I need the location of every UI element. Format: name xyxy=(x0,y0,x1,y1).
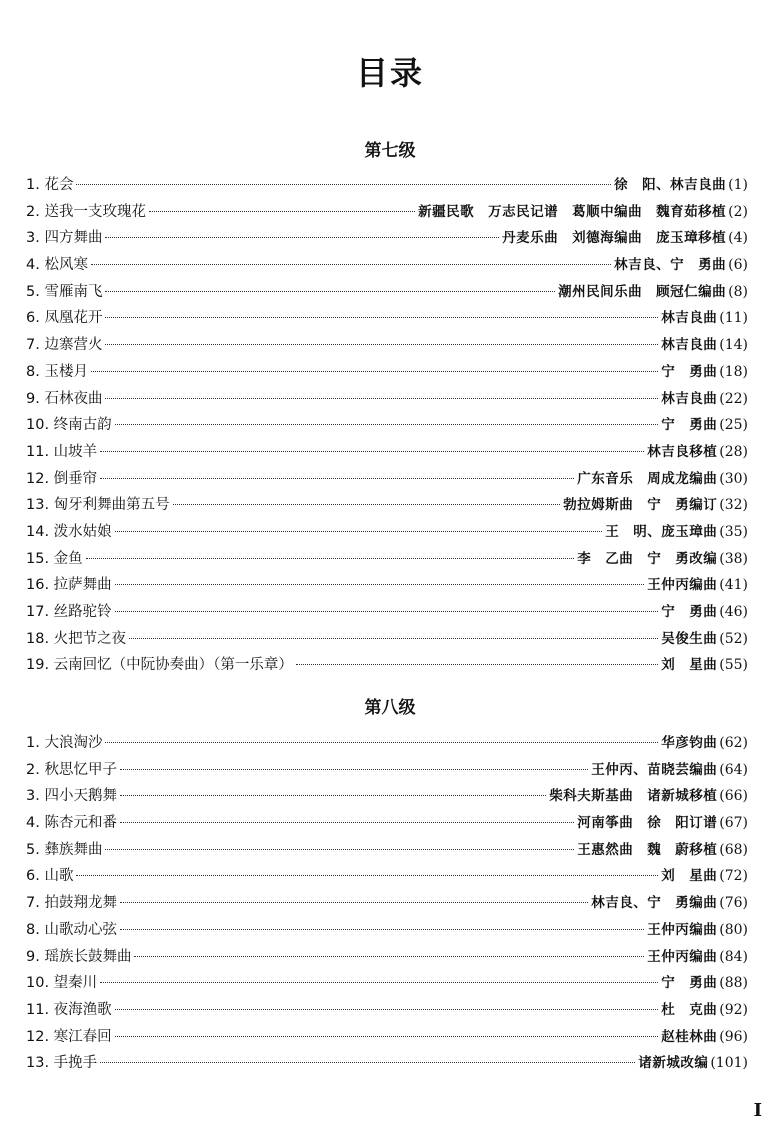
page-number: I xyxy=(753,1100,762,1121)
toc-entry-title: 16. 拉萨舞曲 xyxy=(26,577,112,594)
dot-leader xyxy=(129,638,658,639)
toc-entry-credit: 广东音乐 周成龙编曲 xyxy=(577,470,718,487)
dot-leader xyxy=(86,558,575,559)
toc-entry xyxy=(26,783,748,810)
toc-entry-page: (52) xyxy=(719,630,748,647)
toc-entry xyxy=(26,1024,748,1051)
toc-entry-page: (76) xyxy=(719,895,748,912)
dot-leader xyxy=(105,849,574,850)
toc-entry-title: 5. 彝族舞曲 xyxy=(26,841,103,858)
toc-entry-title: 12. 倒垂帘 xyxy=(26,470,98,487)
toc-entry-page: (62) xyxy=(719,735,748,751)
toc-entry-page: (67) xyxy=(719,815,748,832)
dot-leader xyxy=(76,184,611,185)
toc-entry xyxy=(26,599,748,626)
dot-leader xyxy=(134,956,644,957)
toc-entry xyxy=(26,519,748,546)
toc-entry xyxy=(26,863,748,890)
toc-entry-title: 11. 山坡羊 xyxy=(26,443,98,460)
toc-entry-page: (22) xyxy=(719,390,748,407)
toc-entry-page: (18) xyxy=(719,363,748,380)
toc-entry-title: 12. 寒江春回 xyxy=(26,1028,112,1045)
toc-entry-credit: 华彦钧曲 xyxy=(661,735,718,751)
toc-entry-title: 8. 玉楼月 xyxy=(26,363,88,380)
dot-leader xyxy=(115,611,659,612)
toc-entry-page: (8) xyxy=(728,283,748,300)
toc-entry-page: (101) xyxy=(710,1055,748,1072)
toc-entry-page: (28) xyxy=(719,443,748,460)
toc-entry-credit: 丹麦乐曲 刘德海编曲 庞玉璋移植 xyxy=(502,230,727,247)
toc-entry-title: 4. 陈杏元和番 xyxy=(26,815,117,832)
toc-entry-credit: 勃拉姆斯曲 宁 勇编订 xyxy=(563,497,718,514)
toc-entry-title: 15. 金鱼 xyxy=(26,550,83,567)
toc-entry-page: (84) xyxy=(719,948,748,965)
toc-entry-credit: 赵桂林曲 xyxy=(661,1028,718,1045)
dot-leader xyxy=(91,371,658,372)
toc-entry-title: 7. 拍鼓翔龙舞 xyxy=(26,895,117,912)
toc-entry-title: 9. 石林夜曲 xyxy=(26,390,103,407)
toc-entry-credit: 林吉良曲 xyxy=(661,310,718,327)
dot-leader xyxy=(100,478,574,479)
dot-leader xyxy=(100,982,658,983)
toc-entry-page: (41) xyxy=(719,577,748,594)
dot-leader xyxy=(100,451,644,452)
toc-entry-title: 6. 凤凰花开 xyxy=(26,310,103,327)
toc-entry xyxy=(26,199,748,226)
toc-entry xyxy=(26,997,748,1024)
toc-entry xyxy=(26,944,748,971)
toc-entry-page: (35) xyxy=(719,523,748,540)
toc-entry-page: (32) xyxy=(719,497,748,514)
toc-entry-credit: 宁 勇曲 xyxy=(661,604,718,620)
dot-leader xyxy=(91,264,611,265)
toc-entry xyxy=(26,386,748,413)
toc-entry-page: (30) xyxy=(719,470,748,487)
toc-entry-page: (25) xyxy=(719,417,748,434)
dot-leader xyxy=(296,664,658,665)
dot-leader xyxy=(105,291,555,292)
section-heading-level-7: 第七级 xyxy=(364,141,416,161)
dot-leader xyxy=(115,1036,659,1037)
dot-leader xyxy=(120,929,644,930)
dot-leader xyxy=(105,344,658,345)
dot-leader xyxy=(115,1009,659,1010)
toc-entry-credit: 李 乙曲 宁 勇改编 xyxy=(577,550,718,567)
toc-entry-credit: 王仲丙编曲 xyxy=(647,948,718,965)
dot-leader xyxy=(115,531,603,532)
dot-leader xyxy=(115,584,645,585)
toc-entry-credit: 诸新城改编 xyxy=(638,1055,709,1072)
toc-entry-page: (38) xyxy=(719,550,748,567)
toc-entry xyxy=(26,225,748,252)
dot-leader xyxy=(115,424,659,425)
toc-list-level-8 xyxy=(26,730,748,1077)
toc-list-level-7 xyxy=(26,172,748,679)
toc-entry-credit: 王 明、庞玉璋曲 xyxy=(605,523,718,540)
toc-entry-credit: 吴俊生曲 xyxy=(661,630,718,647)
toc-entry-page: (6) xyxy=(728,257,748,274)
toc-entry-title: 3. 四小天鹅舞 xyxy=(26,788,117,805)
toc-entry-credit: 王仲丙、苗晓芸编曲 xyxy=(591,761,718,778)
toc-entry-credit: 林吉良、宁 勇编曲 xyxy=(591,895,718,912)
toc-entry-title: 11. 夜海渔歌 xyxy=(26,1001,112,1018)
toc-entry-title: 17. 丝路驼铃 xyxy=(26,604,112,620)
toc-entry-page: (64) xyxy=(719,761,748,778)
toc-entry xyxy=(26,917,748,944)
toc-entry-title: 6. 山歌 xyxy=(26,868,74,885)
toc-entry-page: (55) xyxy=(719,657,748,674)
toc-entry-credit: 新疆民歌 万志民记谱 葛顺中编曲 魏育茹移植 xyxy=(418,203,727,220)
toc-entry xyxy=(26,890,748,917)
toc-entry-title: 4. 松风寒 xyxy=(26,257,88,274)
dot-leader xyxy=(120,902,588,903)
toc-entry-title: 8. 山歌动心弦 xyxy=(26,921,117,938)
toc-entry-title: 2. 送我一支玫瑰花 xyxy=(26,203,146,220)
toc-entry-title: 13. 匈牙利舞曲第五号 xyxy=(26,497,170,514)
toc-entry-title: 18. 火把节之夜 xyxy=(26,630,127,647)
toc-entry-title: 10. 终南古韵 xyxy=(26,417,112,434)
dot-leader xyxy=(105,237,499,238)
toc-entry xyxy=(26,359,748,386)
dot-leader xyxy=(173,504,561,505)
toc-entry xyxy=(26,810,748,837)
dot-leader xyxy=(120,822,574,823)
toc-entry-page: (11) xyxy=(719,310,748,327)
dot-leader xyxy=(105,317,658,318)
toc-entry-title: 9. 瑶族长鼓舞曲 xyxy=(26,948,132,965)
toc-entry-page: (88) xyxy=(719,975,748,992)
toc-entry xyxy=(26,439,748,466)
toc-entry-credit: 王仲丙编曲 xyxy=(647,577,718,594)
toc-entry-page: (14) xyxy=(719,337,748,354)
toc-entry-credit: 林吉良移植 xyxy=(647,443,718,460)
toc-entry-credit: 林吉良曲 xyxy=(661,337,718,354)
toc-entry-title: 13. 手挽手 xyxy=(26,1055,98,1072)
dot-leader xyxy=(100,1062,635,1063)
toc-entry-page: (46) xyxy=(719,604,748,620)
toc-entry xyxy=(26,305,748,332)
dot-leader xyxy=(149,211,415,212)
toc-entry-title: 2. 秋思忆甲子 xyxy=(26,761,117,778)
toc-entry xyxy=(26,652,748,679)
toc-entry-page: (80) xyxy=(719,921,748,938)
toc-entry xyxy=(26,492,748,519)
toc-entry xyxy=(26,626,748,653)
toc-entry-page: (96) xyxy=(719,1028,748,1045)
toc-entry xyxy=(26,279,748,306)
toc-entry-credit: 柴科夫斯基曲 诸新城移植 xyxy=(549,788,718,805)
toc-entry xyxy=(26,546,748,573)
toc-entry-credit: 林吉良曲 xyxy=(661,390,718,407)
toc-entry xyxy=(26,172,748,199)
toc-entry-title: 5. 雪雁南飞 xyxy=(26,283,103,300)
toc-entry xyxy=(26,730,748,757)
toc-entry-page: (1) xyxy=(728,177,748,193)
toc-entry-page: (2) xyxy=(728,203,748,220)
toc-entry xyxy=(26,252,748,279)
toc-entry-credit: 林吉良、宁 勇曲 xyxy=(614,257,727,274)
toc-entry-credit: 徐 阳、林吉良曲 xyxy=(614,177,727,193)
toc-entry-page: (4) xyxy=(728,230,748,247)
toc-entry-credit: 王仲丙编曲 xyxy=(647,921,718,938)
toc-entry-title: 1. 花会 xyxy=(26,177,74,193)
toc-entry-page: (72) xyxy=(719,868,748,885)
dot-leader xyxy=(105,742,658,743)
dot-leader xyxy=(120,769,588,770)
toc-entry-credit: 宁 勇曲 xyxy=(661,975,718,992)
toc-entry-page: (92) xyxy=(719,1001,748,1018)
toc-entry xyxy=(26,466,748,493)
toc-entry-title: 10. 望秦川 xyxy=(26,975,98,992)
toc-entry-title: 1. 大浪淘沙 xyxy=(26,735,103,751)
toc-entry xyxy=(26,757,748,784)
toc-entry-page: (66) xyxy=(719,788,748,805)
dot-leader xyxy=(76,875,658,876)
toc-entry-credit: 王惠然曲 魏 蔚移植 xyxy=(577,841,718,858)
toc-entry xyxy=(26,412,748,439)
toc-entry-credit: 宁 勇曲 xyxy=(661,417,718,434)
toc-entry-title: 14. 泼水姑娘 xyxy=(26,523,112,540)
toc-entry-credit: 刘 星曲 xyxy=(661,657,718,674)
page-title: 目录 xyxy=(355,54,424,92)
toc-entry xyxy=(26,332,748,359)
toc-entry-title: 3. 四方舞曲 xyxy=(26,230,103,247)
toc-entry xyxy=(26,970,748,997)
toc-entry-credit: 河南筝曲 徐 阳订谱 xyxy=(577,815,718,832)
toc-entry xyxy=(26,572,748,599)
dot-leader xyxy=(120,795,546,796)
toc-entry-credit: 刘 星曲 xyxy=(661,868,718,885)
toc-entry-credit: 杜 克曲 xyxy=(661,1001,718,1018)
toc-entry xyxy=(26,1050,748,1077)
dot-leader xyxy=(105,398,658,399)
toc-entry-credit: 宁 勇曲 xyxy=(661,363,718,380)
toc-entry-page: (68) xyxy=(719,841,748,858)
toc-entry-title: 7. 边寨营火 xyxy=(26,337,103,354)
toc-entry-credit: 潮州民间乐曲 顾冠仁编曲 xyxy=(558,283,727,300)
toc-entry xyxy=(26,837,748,864)
section-heading-level-8: 第八级 xyxy=(364,698,416,718)
toc-entry-title: 19. 云南回忆（中阮协奏曲）（第一乐章） xyxy=(26,657,293,674)
